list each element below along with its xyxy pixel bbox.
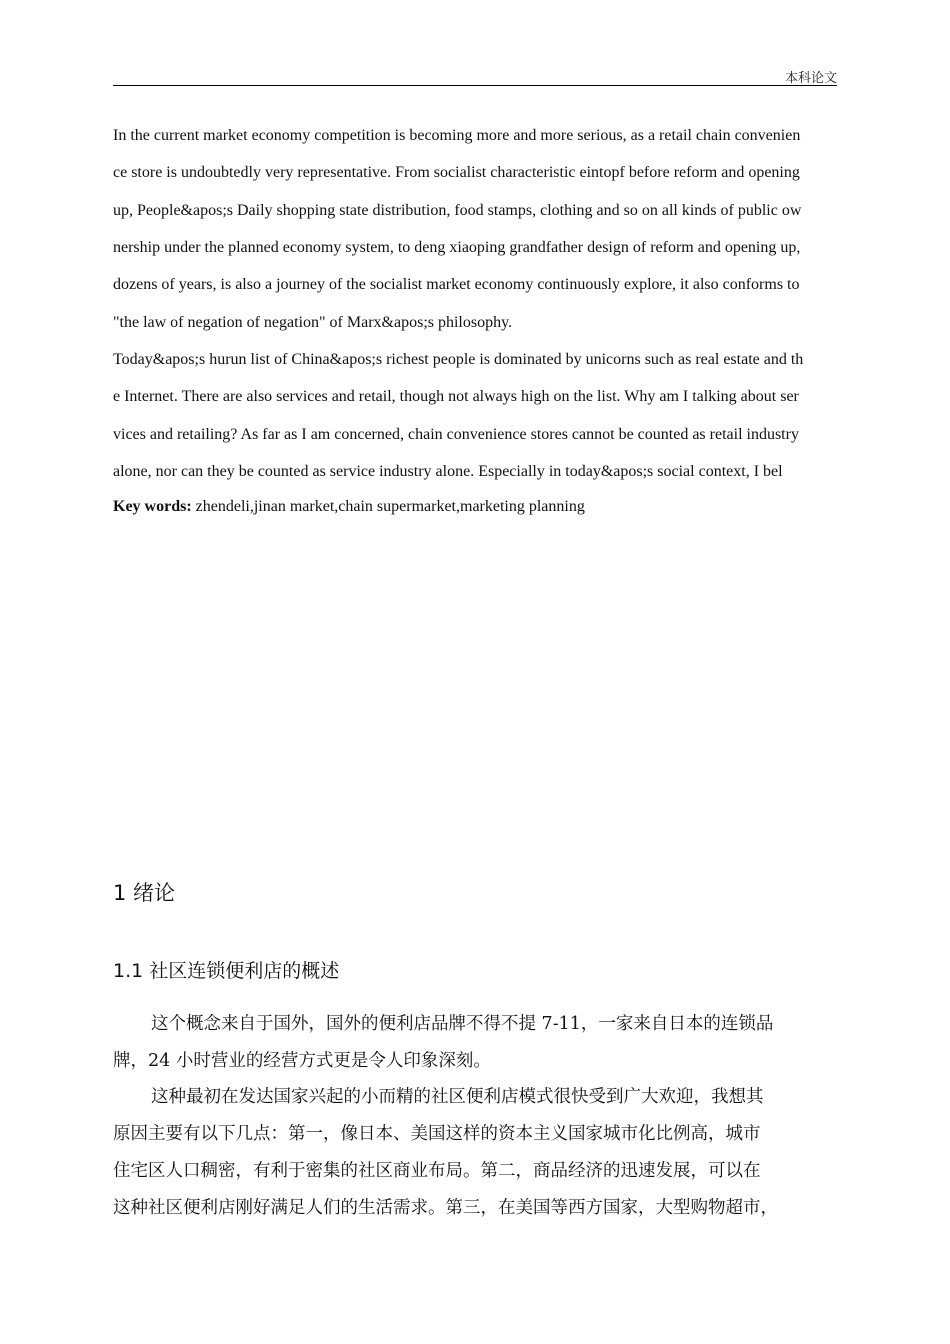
body-line: 住宅区人口稠密，有利于密集的社区商业布局。第二，商品经济的迅速发展，可以在 [113,1161,761,1181]
abstract-line: vices and retailing? As far as I am concerned, chain convenience stores cannot be counted as retail industry [113,426,799,443]
page-header-label: 本科论文 [784,71,837,86]
abstract-line: alone, nor can they be counted as service industry alone. Especially in today&apos;s social context, I bel [113,463,783,480]
abstract-line: e Internet. There are also services and retail, though not always high on the list. Why am I talking about ser [113,388,799,405]
abstract-line: Today&apos;s hurun list of China&apos;s richest people is dominated by unicorns such as real estate and th [113,351,804,368]
abstract-line: dozens of years, is also a journey of the socialist market economy continuously explore, it also conforms to [113,276,800,293]
body-line: 这个概念来自于国外，国外的便利店品牌不得不提 7-11，一家来自日本的连锁品 [151,1014,774,1034]
body-line: 这种最初在发达国家兴起的小而精的社区便利店模式很快受到广大欢迎，我想其 [151,1087,764,1107]
keywords-line [113,498,585,516]
abstract-line: ce store is undoubtedly very representative. From socialist characteristic eintopf before reform and opening [113,164,800,181]
header-divider [113,85,837,86]
section-title: 1.1 社区连锁便利店的概述 [113,960,340,982]
keywords-value: zhendeli,jinan market,chain supermarket,marketing planning [191,498,585,515]
chapter-title: 1 绪论 [113,881,176,905]
abstract-line: up, People&apos;s Daily shopping state distribution, food stamps, clothing and so on all kinds of public ow [113,202,802,219]
body-line: 这种社区便利店刚好满足人们的生活需求。第三，在美国等西方国家，大型购物超市， [113,1198,778,1218]
keywords-label: Key words: [113,498,192,515]
abstract-line: nership under the planned economy system, to deng xiaoping grandfather design of reform and opening up, [113,239,801,256]
abstract-line: In the current market economy competition is becoming more and more serious, as a retail chain convenien [113,127,801,144]
body-line: 原因主要有以下几点：第一，像日本、美国这样的资本主义国家城市化比例高，城市 [113,1124,761,1144]
body-line: 牌，24 小时营业的经营方式更是令人印象深刻。 [113,1051,491,1071]
abstract-line: "the law of negation of negation" of Marx&apos;s philosophy. [113,314,513,331]
